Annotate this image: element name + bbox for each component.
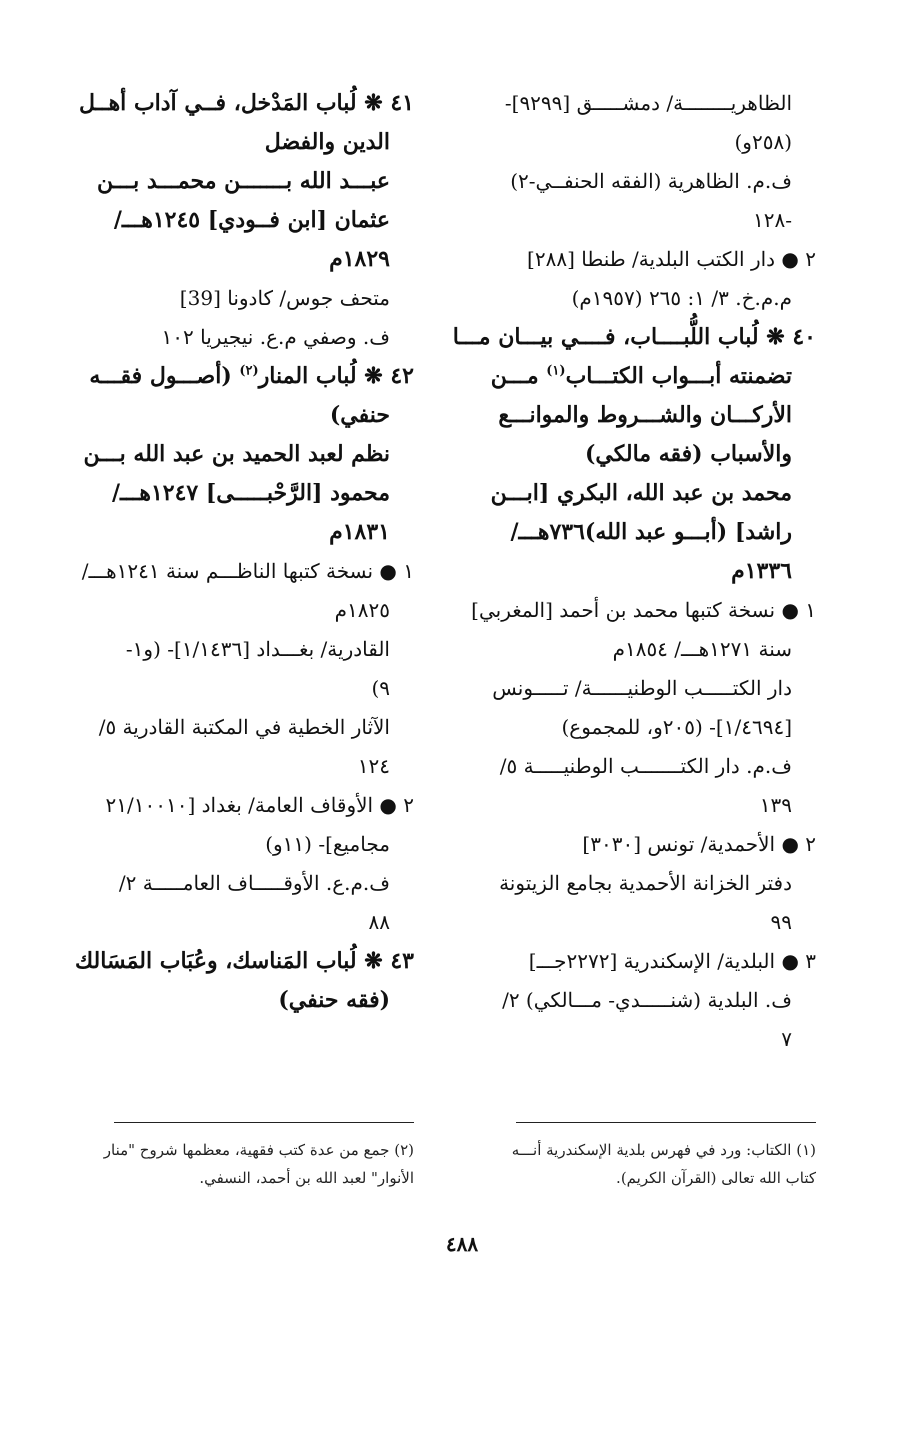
text-line (84, 903, 414, 942)
right-column (452, 84, 816, 1059)
text-line (84, 240, 414, 279)
text-line (84, 279, 414, 318)
line-text: ٣ ● البلدية/ الإسكندرية [٢٢٧٢جـــ] (528, 949, 816, 973)
text-line (84, 123, 414, 162)
text-line (486, 162, 816, 201)
line-text: م.م.خ. ٣/ ١: ٢٦٥ (١٩٥٧م) (571, 286, 792, 310)
footnote-marker: (١) (546, 363, 566, 379)
footnote-line: كتاب الله تعالى (القرآن الكريم). (616, 1169, 816, 1187)
text-line (486, 513, 816, 552)
text-line (486, 474, 816, 513)
text-line (486, 864, 816, 903)
line-text: ١٨٣١م (329, 519, 390, 545)
line-text: ٤٣ ❋ لُباب المَناسك، وعُبَاب المَسَالك (75, 948, 414, 974)
line-text: ف. البلدية (شنـــــدي- مـــالكي) ٢/ (502, 988, 792, 1012)
line-text: القادرية/ بغـــداد [١/١٤٣٦]- (و١- (125, 637, 390, 661)
text-line (486, 201, 816, 240)
footnote-line: (٢) جمع من عدة كتب فقهية، معظمها شروح "منار (103, 1141, 414, 1159)
line-text: ١٨٢٥م (334, 598, 390, 622)
footnote-marker: (٢) (239, 363, 259, 379)
line-text: تضمنته أبـــواب الكتـــاب (565, 363, 792, 389)
line-text: نظم لعبد الحميد بن عبد الله بـــن (83, 441, 390, 467)
line-text: ١ ● نسخة كتبها الناظـــم سنة ١٢٤١هـــ/ (81, 559, 414, 583)
line-text: ٤١ ❋ لُباب المَدْخل، فــي آداب أهــل (79, 90, 414, 116)
line-text: سنة ١٢٧١هـــ/ ١٨٥٤م (612, 637, 792, 661)
text-line (84, 786, 414, 825)
text-line (486, 279, 816, 318)
text-line (486, 786, 816, 825)
line-text-continued: (أصـــول فقـــه (89, 363, 240, 389)
line-text: (فقه حنفي) (278, 987, 390, 1013)
text-line (486, 981, 816, 1020)
line-text: ٤٢ ❋ لُباب المنار (258, 363, 414, 389)
footnote-line: الأنوار" لعبد الله بن أحمد، النسفي. (199, 1169, 414, 1187)
line-text: الظاهريــــــــة/ دمشـــــق [٩٢٩٩]- (504, 91, 792, 115)
line-text: ٢ ● دار الكتب البلدية/ طنطا [٢٨٨] (527, 247, 816, 271)
page-number: ٤٨٨ (445, 1232, 479, 1256)
footnote-line: (١) الكتاب: ورد في فهرس بلدية الإسكندرية أنـــه (511, 1141, 816, 1159)
text-line (79, 84, 414, 123)
line-text: والأسباب (فقه مالكي) (584, 441, 792, 467)
text-line (84, 435, 414, 474)
text-line (84, 825, 414, 864)
text-line (84, 981, 414, 1020)
line-text: راشد] (أبـــو عبد الله)٧٣٦هـــ/ (510, 519, 792, 545)
line-text: ١٣٩ (759, 793, 792, 817)
text-line (486, 240, 816, 279)
text-line (486, 357, 816, 396)
line-text: ف.م. دار الكتـــــــب الوطنيـــــة ٥/ (499, 754, 792, 778)
text-line (486, 708, 816, 747)
line-text: حنفي) (329, 402, 390, 428)
line-text: محمد بن عبد الله، البكري [ابـــن (490, 480, 792, 506)
line-text: ١٢٤ (357, 754, 390, 778)
footnote-left (74, 1136, 414, 1192)
line-text: الأركـــان والشـــروط والموانـــع (498, 402, 792, 428)
line-text-continued: مـــن (490, 363, 547, 389)
line-text: ١٨٢٩م (329, 246, 390, 272)
line-text: دار الكتـــــب الوطنيــــــة/ تـــــونس (492, 676, 792, 700)
line-text: [١/٤٦٩٤]- (٢٠٥و، للمجموع) (561, 715, 792, 739)
text-line (486, 630, 816, 669)
text-line (486, 825, 816, 864)
line-text: ٢ ● الأوقاف العامة/ بغداد [٢١/١٠٠١٠ (105, 793, 414, 817)
line-text: الدين والفضل (264, 129, 390, 155)
text-line (486, 903, 816, 942)
text-line (84, 747, 414, 786)
text-line (84, 513, 414, 552)
text-line (486, 942, 816, 981)
text-line (486, 396, 816, 435)
text-line (486, 747, 816, 786)
line-text: متحف جوس/ كادونا [39] (179, 286, 390, 310)
line-text: (٢٥٨و) (734, 130, 792, 154)
text-line (486, 435, 816, 474)
line-text: ١ ● نسخة كتبها محمد بن أحمد [المغربي] (471, 598, 816, 622)
footnote-right (476, 1136, 816, 1192)
line-text: ٧ (781, 1027, 792, 1051)
line-text: ٨٨ (368, 910, 390, 934)
text-line (84, 630, 414, 669)
line-text: ٩) (371, 676, 390, 700)
line-text: عثمان [ابن فــودي] ١٢٤٥هـــ/ (113, 207, 390, 233)
text-line (471, 591, 816, 630)
line-text: محمود [الرَّحْبـــــى] ١٢٤٧هـــ/ (111, 480, 390, 506)
line-text: الآثار الخطية في المكتبة القادرية ٥/ (98, 715, 390, 739)
text-line (486, 123, 816, 162)
left-column (75, 84, 414, 1020)
text-line (84, 162, 414, 201)
text-line (452, 318, 816, 357)
line-text: مجاميع]- (١١و) (265, 832, 390, 856)
text-line (84, 864, 414, 903)
footnote-rule-left (114, 1122, 414, 1123)
line-text: ٢ ● الأحمدية/ تونس [٣٠٣٠] (582, 832, 816, 856)
line-text: -١٢٨ (753, 208, 792, 232)
line-text: دفتر الخزانة الأحمدية بجامع الزيتونة (499, 871, 792, 895)
line-text: ف.م. الظاهرية (الفقه الحنفــي-٢) (510, 169, 792, 193)
line-text: ف. وصفي م.ع. نيجيريا ١٠٢ (161, 325, 390, 349)
text-line (84, 396, 414, 435)
line-text: ٤٠ ❋ لُباب اللُّبــــاب، فــــي بيـــان مـــا (452, 324, 816, 350)
footnote-rule-right (516, 1122, 816, 1123)
text-line (486, 669, 816, 708)
text-line (486, 552, 816, 591)
text-line (486, 84, 816, 123)
text-line (75, 942, 414, 981)
text-line (84, 708, 414, 747)
text-line (84, 318, 414, 357)
text-line (84, 357, 414, 396)
text-line (81, 552, 414, 591)
text-line (486, 1020, 816, 1059)
line-text: عبـــد الله بـــــــن محمـــد بـــن (97, 168, 390, 194)
line-text: ٩٩ (770, 910, 792, 934)
text-line (84, 474, 414, 513)
text-line (84, 669, 414, 708)
text-line (84, 201, 414, 240)
text-line (84, 591, 414, 630)
line-text: ١٣٣٦م (731, 558, 792, 584)
line-text: ف.م.ع. الأوقـــــاف العامـــــة ٢/ (118, 871, 390, 895)
